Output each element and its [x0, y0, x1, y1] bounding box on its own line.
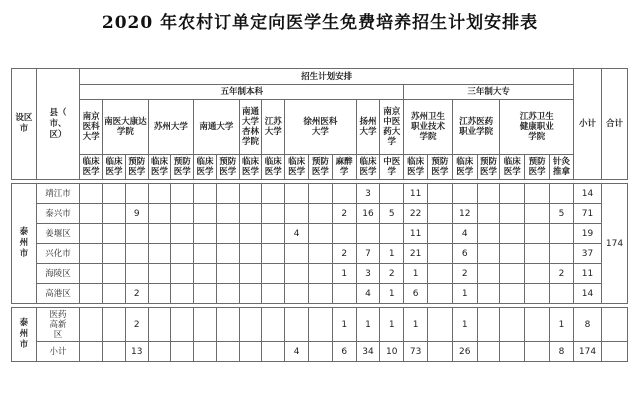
- value-cell: 6: [452, 244, 477, 264]
- subtotal-cell: 11: [574, 264, 602, 284]
- page-title: 2020 年农村订单定向医学生免费培养招生计划安排表: [101, 13, 539, 33]
- value-cell: [125, 264, 148, 284]
- header-major: [285, 155, 309, 180]
- value-cell: 2: [125, 284, 148, 304]
- county-name: 小计: [49, 346, 67, 357]
- header-major: [262, 155, 285, 180]
- county-name: 泰兴市: [45, 208, 71, 219]
- header-total: 合计: [601, 69, 627, 180]
- value-cell: [239, 284, 262, 304]
- school-name: 南通 大学 杏林 学院: [242, 107, 260, 147]
- value-cell: [500, 264, 525, 284]
- value-cell: [171, 204, 194, 224]
- header-major: [452, 155, 477, 180]
- subtotal-cell: 19: [574, 224, 602, 244]
- major-name: 预防 医学: [480, 157, 498, 177]
- major-name: 临床 医学: [264, 157, 282, 177]
- county-cell: [36, 244, 79, 264]
- value-cell: [427, 264, 452, 284]
- value-cell: [477, 204, 500, 224]
- value-cell: [103, 224, 126, 244]
- header-major: [404, 155, 428, 180]
- value-cell: 2: [332, 204, 356, 224]
- value-cell: 3: [356, 264, 380, 284]
- value-cell: [427, 342, 452, 362]
- value-cell: [427, 224, 452, 244]
- major-name: 预防 医学: [173, 157, 191, 177]
- major-name: 临床 医学: [105, 157, 123, 177]
- value-cell: [500, 284, 525, 304]
- school-name: 南京 中医 药大 学: [383, 107, 401, 147]
- value-cell: 5: [550, 204, 574, 224]
- value-cell: [477, 308, 500, 342]
- county-cell: [36, 264, 79, 284]
- table-row: [12, 342, 628, 362]
- major-name: 临床 医学: [288, 157, 306, 177]
- value-cell: [80, 244, 103, 264]
- value-cell: [500, 204, 525, 224]
- value-cell: [216, 284, 239, 304]
- value-cell: 2: [550, 264, 574, 284]
- school-name: 江苏 大学: [264, 117, 282, 137]
- table-row: [12, 184, 628, 204]
- major-name: 临床 医学: [150, 157, 168, 177]
- value-cell: [103, 342, 126, 362]
- value-cell: [477, 184, 500, 204]
- value-cell: 10: [380, 342, 404, 362]
- value-cell: [125, 184, 148, 204]
- value-cell: 4: [285, 342, 309, 362]
- header-major: [525, 155, 550, 180]
- school-name: 南医大康达 学院: [104, 117, 147, 137]
- header-county: 县（ 市、 区）: [36, 69, 79, 180]
- value-cell: [262, 244, 285, 264]
- value-cell: [80, 264, 103, 284]
- value-cell: [148, 224, 171, 244]
- header-major: [148, 155, 171, 180]
- major-name: 预防 医学: [128, 157, 146, 177]
- value-cell: 1: [380, 284, 404, 304]
- value-cell: [194, 184, 217, 204]
- value-cell: [239, 264, 262, 284]
- school-name: 江苏医药 职业学院: [459, 117, 494, 137]
- major-name: 临床 医学: [359, 157, 377, 177]
- header-school: [103, 100, 149, 155]
- value-cell: 11: [404, 184, 428, 204]
- major-name: 预防 医学: [219, 157, 237, 177]
- value-cell: [550, 244, 574, 264]
- value-cell: [216, 204, 239, 224]
- county-name: 兴化市: [45, 248, 71, 259]
- value-cell: [239, 244, 262, 264]
- value-cell: [239, 184, 262, 204]
- enrollment-plan-table: [11, 68, 628, 362]
- city-cell: [12, 308, 37, 362]
- value-cell: 2: [380, 264, 404, 284]
- school-name: 苏州卫生 职业技术 学院: [410, 112, 445, 142]
- header-major: [80, 155, 103, 180]
- school-name: 徐州医科 大学: [303, 117, 338, 137]
- value-cell: 13: [125, 342, 148, 362]
- value-cell: [103, 244, 126, 264]
- major-name: 临床 医学: [407, 157, 425, 177]
- header-major: [308, 155, 332, 180]
- header-three-year: 三年制大专: [404, 85, 574, 100]
- major-name: 临床 医学: [82, 157, 100, 177]
- header-major: [194, 155, 217, 180]
- header-major: [216, 155, 239, 180]
- value-cell: 4: [452, 224, 477, 244]
- value-cell: [194, 264, 217, 284]
- value-cell: 4: [285, 224, 309, 244]
- value-cell: [125, 244, 148, 264]
- major-name: 麻醉 学: [335, 157, 353, 177]
- value-cell: [285, 204, 309, 224]
- value-cell: 1: [356, 308, 380, 342]
- value-cell: 2: [125, 308, 148, 342]
- value-cell: 22: [404, 204, 428, 224]
- value-cell: [477, 224, 500, 244]
- value-cell: [550, 284, 574, 304]
- value-cell: [194, 284, 217, 304]
- value-cell: [525, 244, 550, 264]
- value-cell: [477, 342, 500, 362]
- header-major: [477, 155, 500, 180]
- value-cell: [171, 284, 194, 304]
- header-school: [194, 100, 240, 155]
- value-cell: [239, 308, 262, 342]
- value-cell: 2: [452, 264, 477, 284]
- value-cell: 73: [404, 342, 428, 362]
- value-cell: 16: [356, 204, 380, 224]
- value-cell: [216, 264, 239, 284]
- major-name: 预防 医学: [431, 157, 449, 177]
- value-cell: [80, 224, 103, 244]
- value-cell: [356, 224, 380, 244]
- header-school: [356, 100, 380, 155]
- value-cell: [216, 224, 239, 244]
- value-cell: 1: [404, 308, 428, 342]
- header-major: [550, 155, 574, 180]
- value-cell: [477, 244, 500, 264]
- value-cell: 1: [380, 244, 404, 264]
- value-cell: [262, 342, 285, 362]
- header-five-year: 五年制本科: [80, 85, 404, 100]
- value-cell: 1: [332, 308, 356, 342]
- value-cell: 12: [452, 204, 477, 224]
- table-row: [12, 204, 628, 224]
- value-cell: [239, 342, 262, 362]
- value-cell: [427, 244, 452, 264]
- value-cell: [80, 342, 103, 362]
- header-city: 设区 市: [12, 69, 37, 180]
- value-cell: [332, 224, 356, 244]
- table-row: [12, 224, 628, 244]
- city-name: 泰 州 市: [19, 227, 29, 259]
- value-cell: 4: [356, 284, 380, 304]
- value-cell: [148, 264, 171, 284]
- value-cell: [216, 184, 239, 204]
- value-cell: [148, 184, 171, 204]
- header-subtotal: 小计: [574, 69, 602, 180]
- value-cell: [332, 184, 356, 204]
- table-row: [12, 264, 628, 284]
- value-cell: [525, 342, 550, 362]
- value-cell: [171, 244, 194, 264]
- header-major: [380, 155, 404, 180]
- header-school: [452, 100, 500, 155]
- value-cell: [148, 284, 171, 304]
- value-cell: [171, 184, 194, 204]
- subtotal-cell: 174: [574, 342, 602, 362]
- header-major: [171, 155, 194, 180]
- major-name: 预防 医学: [528, 157, 546, 177]
- value-cell: [525, 284, 550, 304]
- value-cell: 21: [404, 244, 428, 264]
- header-school: [262, 100, 285, 155]
- header-major: [356, 155, 380, 180]
- header-major: [239, 155, 262, 180]
- value-cell: [262, 224, 285, 244]
- major-name: 预防 医学: [311, 157, 329, 177]
- value-cell: [285, 284, 309, 304]
- county-name: 医药 高新 区: [49, 309, 67, 340]
- value-cell: 8: [550, 342, 574, 362]
- value-cell: [171, 342, 194, 362]
- value-cell: [427, 284, 452, 304]
- major-name: 针灸 推拿: [553, 157, 571, 177]
- value-cell: [380, 184, 404, 204]
- major-name: 临床 医学: [503, 157, 521, 177]
- school-name: 南通大学: [199, 122, 234, 132]
- value-cell: [308, 244, 332, 264]
- value-cell: 9: [125, 204, 148, 224]
- value-cell: [148, 308, 171, 342]
- table-row: [12, 284, 628, 304]
- value-cell: [525, 204, 550, 224]
- value-cell: [525, 308, 550, 342]
- value-cell: [285, 244, 309, 264]
- value-cell: [500, 224, 525, 244]
- city-name: 泰 州 市: [19, 318, 29, 350]
- value-cell: [500, 342, 525, 362]
- value-cell: [525, 264, 550, 284]
- value-cell: [308, 184, 332, 204]
- value-cell: 7: [356, 244, 380, 264]
- value-cell: [427, 184, 452, 204]
- value-cell: [308, 264, 332, 284]
- value-cell: [500, 308, 525, 342]
- value-cell: [477, 264, 500, 284]
- value-cell: 2: [332, 244, 356, 264]
- header-school: [404, 100, 453, 155]
- value-cell: 1: [404, 264, 428, 284]
- value-cell: [125, 224, 148, 244]
- value-cell: [380, 224, 404, 244]
- value-cell: [80, 184, 103, 204]
- value-cell: 1: [452, 308, 477, 342]
- subtotal-cell: 8: [574, 308, 602, 342]
- value-cell: [525, 224, 550, 244]
- header-major: [125, 155, 148, 180]
- header-major: [500, 155, 525, 180]
- county-cell: [36, 342, 79, 362]
- value-cell: [103, 184, 126, 204]
- value-cell: [550, 224, 574, 244]
- value-cell: 6: [404, 284, 428, 304]
- city-cell: [12, 184, 37, 304]
- major-name: 临床 医学: [456, 157, 474, 177]
- value-cell: [80, 308, 103, 342]
- value-cell: 34: [356, 342, 380, 362]
- value-cell: [194, 224, 217, 244]
- value-cell: [216, 244, 239, 264]
- value-cell: [103, 204, 126, 224]
- county-name: 海陵区: [45, 268, 71, 279]
- header-school: [380, 100, 404, 155]
- county-cell: [36, 184, 79, 204]
- header-school: [285, 100, 356, 155]
- value-cell: 6: [332, 342, 356, 362]
- subtotal-cell: 37: [574, 244, 602, 264]
- value-cell: [216, 342, 239, 362]
- table-row: [12, 308, 628, 342]
- value-cell: [194, 342, 217, 362]
- value-cell: [308, 204, 332, 224]
- value-cell: [103, 264, 126, 284]
- value-cell: [239, 204, 262, 224]
- header-major: [332, 155, 356, 180]
- subtotal-cell: 14: [574, 284, 602, 304]
- value-cell: 3: [356, 184, 380, 204]
- header-major: [103, 155, 126, 180]
- value-cell: [171, 264, 194, 284]
- school-name: 南京 医科 大学: [82, 112, 100, 142]
- header-major: [427, 155, 452, 180]
- value-cell: [262, 204, 285, 224]
- subtotal-cell: 71: [574, 204, 602, 224]
- major-name: 临床 医学: [196, 157, 214, 177]
- value-cell: [477, 284, 500, 304]
- county-name: 姜堰区: [45, 228, 71, 239]
- header-school: [148, 100, 194, 155]
- value-cell: 1: [380, 308, 404, 342]
- school-name: 扬州 大学: [359, 117, 377, 137]
- value-cell: [171, 308, 194, 342]
- value-cell: 1: [550, 308, 574, 342]
- value-cell: [171, 224, 194, 244]
- value-cell: [262, 184, 285, 204]
- value-cell: 11: [404, 224, 428, 244]
- header-school: [500, 100, 574, 155]
- value-cell: [427, 204, 452, 224]
- school-name: 苏州大学: [153, 122, 188, 132]
- value-cell: [239, 224, 262, 244]
- value-cell: [80, 204, 103, 224]
- value-cell: [148, 342, 171, 362]
- value-cell: [194, 244, 217, 264]
- value-cell: [262, 308, 285, 342]
- county-cell: [36, 224, 79, 244]
- value-cell: [103, 308, 126, 342]
- header-school: [239, 100, 262, 155]
- value-cell: [427, 308, 452, 342]
- value-cell: [308, 308, 332, 342]
- header-plan: 招生计划安排: [80, 69, 574, 85]
- value-cell: [262, 284, 285, 304]
- value-cell: [216, 308, 239, 342]
- value-cell: [262, 264, 285, 284]
- header-school: [80, 100, 103, 155]
- value-cell: [148, 244, 171, 264]
- value-cell: [500, 184, 525, 204]
- value-cell: 1: [332, 264, 356, 284]
- value-cell: 5: [380, 204, 404, 224]
- total-cell: 174: [601, 184, 627, 304]
- major-name: 临床 医学: [242, 157, 260, 177]
- value-cell: [525, 184, 550, 204]
- value-cell: [308, 342, 332, 362]
- value-cell: [285, 264, 309, 284]
- county-name: 高港区: [45, 288, 71, 299]
- county-cell: [36, 284, 79, 304]
- table-row: [12, 244, 628, 264]
- county-name: 靖江市: [45, 188, 71, 199]
- major-name: 中医 学: [383, 157, 401, 177]
- county-cell: [36, 308, 79, 342]
- value-cell: [332, 284, 356, 304]
- value-cell: [500, 244, 525, 264]
- value-cell: [285, 184, 309, 204]
- total-cell: [601, 342, 627, 362]
- value-cell: [308, 284, 332, 304]
- value-cell: [550, 184, 574, 204]
- school-name: 江苏卫生 健康职业 学院: [519, 112, 554, 142]
- value-cell: [308, 224, 332, 244]
- value-cell: [285, 308, 309, 342]
- value-cell: [194, 204, 217, 224]
- value-cell: 1: [452, 284, 477, 304]
- value-cell: [80, 284, 103, 304]
- value-cell: [148, 204, 171, 224]
- value-cell: [103, 284, 126, 304]
- value-cell: 26: [452, 342, 477, 362]
- value-cell: [194, 308, 217, 342]
- county-cell: [36, 204, 79, 224]
- subtotal-cell: 14: [574, 184, 602, 204]
- value-cell: [452, 184, 477, 204]
- total-cell: [601, 308, 627, 342]
